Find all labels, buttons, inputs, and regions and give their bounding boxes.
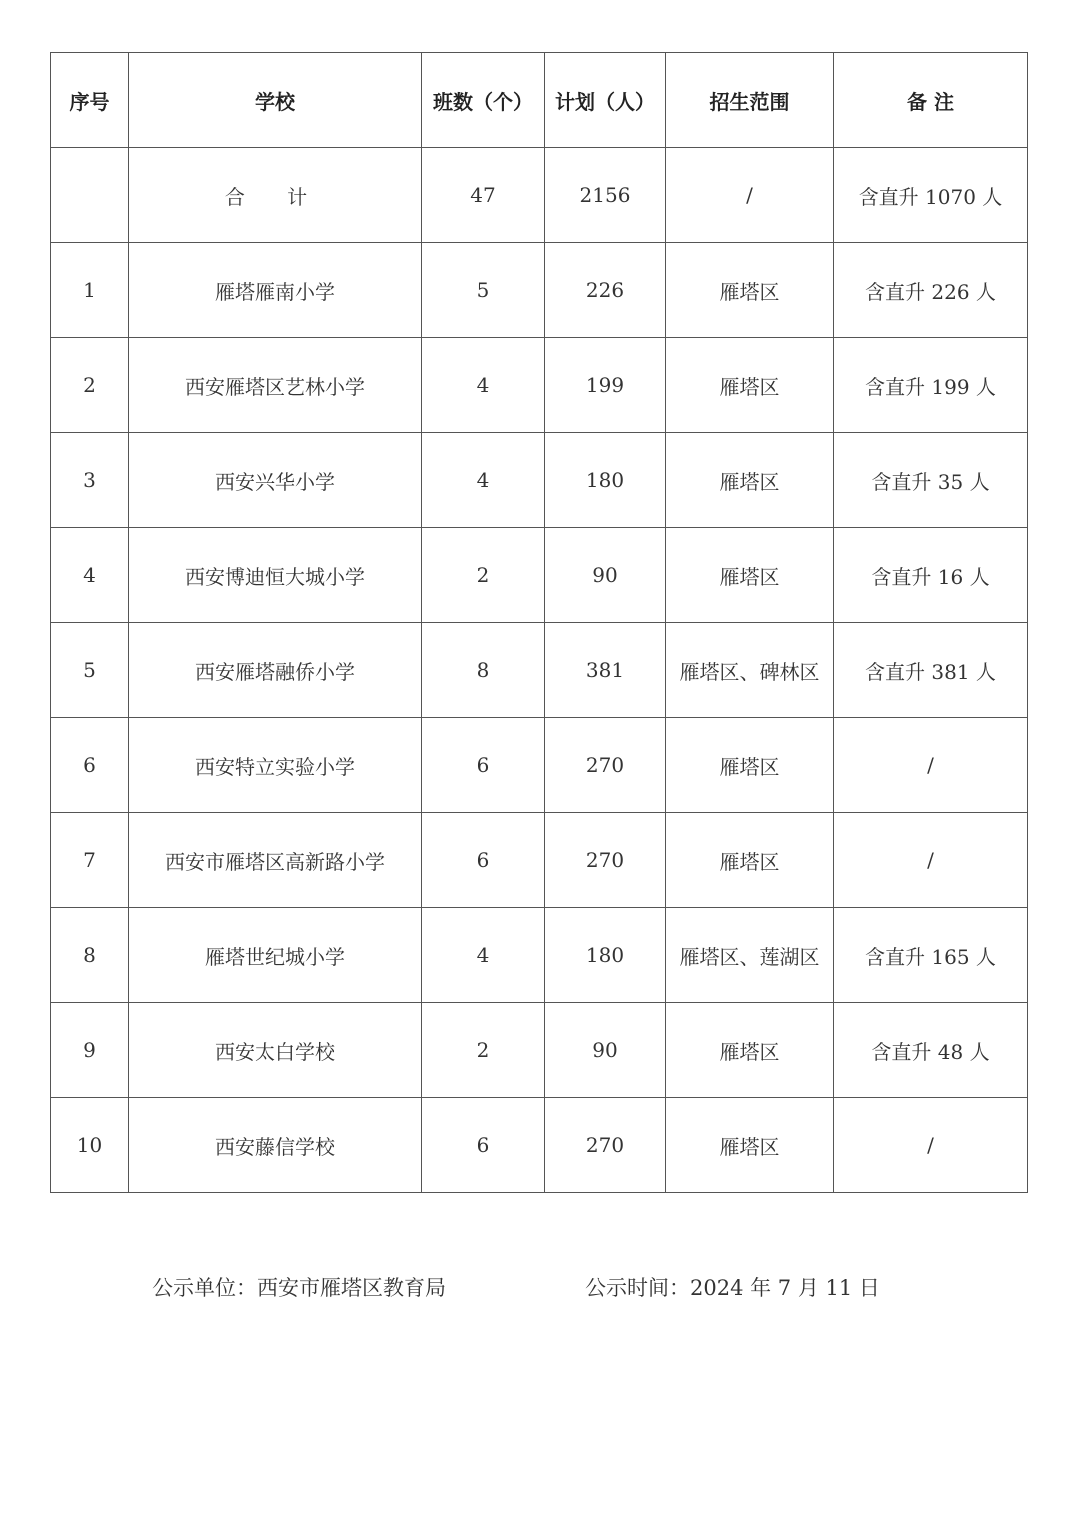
row-index: 10	[51, 1098, 129, 1193]
enrollment-table	[50, 52, 1028, 1193]
row-classes: 5	[422, 243, 545, 338]
table-row	[51, 433, 1028, 528]
row-note: /	[834, 1098, 1028, 1193]
table-row	[51, 623, 1028, 718]
row-index: 6	[51, 718, 129, 813]
row-note: 含直升 226 人	[834, 243, 1028, 338]
row-index: 9	[51, 1003, 129, 1098]
row-note: 含直升 381 人	[834, 623, 1028, 718]
header-classes: 班数（个）	[422, 53, 545, 148]
row-range: 雁塔区	[666, 1098, 834, 1193]
total-note: 含直升 1070 人	[834, 148, 1028, 243]
row-classes: 6	[422, 813, 545, 908]
table-row	[51, 243, 1028, 338]
table-row	[51, 338, 1028, 433]
row-plan: 270	[545, 813, 666, 908]
table-row	[51, 528, 1028, 623]
row-plan: 226	[545, 243, 666, 338]
row-plan: 199	[545, 338, 666, 433]
table-row	[51, 1003, 1028, 1098]
row-classes: 4	[422, 433, 545, 528]
row-school: 雁塔世纪城小学	[129, 908, 422, 1003]
table-row	[51, 718, 1028, 813]
header-plan: 计划（人）	[545, 53, 666, 148]
row-school: 西安博迪恒大城小学	[129, 528, 422, 623]
row-plan: 381	[545, 623, 666, 718]
row-classes: 2	[422, 1003, 545, 1098]
publisher-text: 公示单位：西安市雁塔区教育局	[152, 1276, 446, 1300]
table-row	[51, 813, 1028, 908]
row-note: 含直升 199 人	[834, 338, 1028, 433]
row-school: 西安太白学校	[129, 1003, 422, 1098]
row-classes: 6	[422, 718, 545, 813]
row-plan: 180	[545, 908, 666, 1003]
row-index: 1	[51, 243, 129, 338]
row-school: 西安特立实验小学	[129, 718, 422, 813]
row-note: 含直升 35 人	[834, 433, 1028, 528]
row-classes: 6	[422, 1098, 545, 1193]
row-plan: 90	[545, 1003, 666, 1098]
row-note: 含直升 165 人	[834, 908, 1028, 1003]
row-range: 雁塔区	[666, 1003, 834, 1098]
header-school: 学校	[129, 53, 422, 148]
total-index	[51, 148, 129, 243]
total-label: 合 计	[129, 148, 422, 243]
header-row	[51, 53, 1028, 148]
row-index: 5	[51, 623, 129, 718]
row-school: 西安市雁塔区高新路小学	[129, 813, 422, 908]
row-range: 雁塔区	[666, 813, 834, 908]
row-school: 西安雁塔区艺林小学	[129, 338, 422, 433]
row-range: 雁塔区	[666, 718, 834, 813]
row-school: 西安雁塔融侨小学	[129, 623, 422, 718]
table-row	[51, 908, 1028, 1003]
row-school: 雁塔雁南小学	[129, 243, 422, 338]
table-row	[51, 1098, 1028, 1193]
row-plan: 180	[545, 433, 666, 528]
row-index: 3	[51, 433, 129, 528]
row-classes: 8	[422, 623, 545, 718]
row-plan: 270	[545, 718, 666, 813]
row-range: 雁塔区、碑林区	[666, 623, 834, 718]
row-range: 雁塔区	[666, 243, 834, 338]
header-note: 备 注	[834, 53, 1028, 148]
row-plan: 90	[545, 528, 666, 623]
header-range: 招生范围	[666, 53, 834, 148]
row-index: 4	[51, 528, 129, 623]
row-note: 含直升 48 人	[834, 1003, 1028, 1098]
row-range: 雁塔区	[666, 433, 834, 528]
row-note: /	[834, 718, 1028, 813]
row-index: 7	[51, 813, 129, 908]
row-range: 雁塔区、莲湖区	[666, 908, 834, 1003]
total-range: /	[666, 148, 834, 243]
header-index: 序号	[51, 53, 129, 148]
row-classes: 2	[422, 528, 545, 623]
row-classes: 4	[422, 338, 545, 433]
row-classes: 4	[422, 908, 545, 1003]
row-plan: 270	[545, 1098, 666, 1193]
row-note: 含直升 16 人	[834, 528, 1028, 623]
row-range: 雁塔区	[666, 528, 834, 623]
total-row	[51, 148, 1028, 243]
row-school: 西安藤信学校	[129, 1098, 422, 1193]
row-index: 2	[51, 338, 129, 433]
row-range: 雁塔区	[666, 338, 834, 433]
total-plan: 2156	[545, 148, 666, 243]
row-note: /	[834, 813, 1028, 908]
publish-time-text: 公示时间：2024 年 7 月 11 日	[585, 1276, 880, 1300]
total-classes: 47	[422, 148, 545, 243]
row-index: 8	[51, 908, 129, 1003]
row-school: 西安兴华小学	[129, 433, 422, 528]
